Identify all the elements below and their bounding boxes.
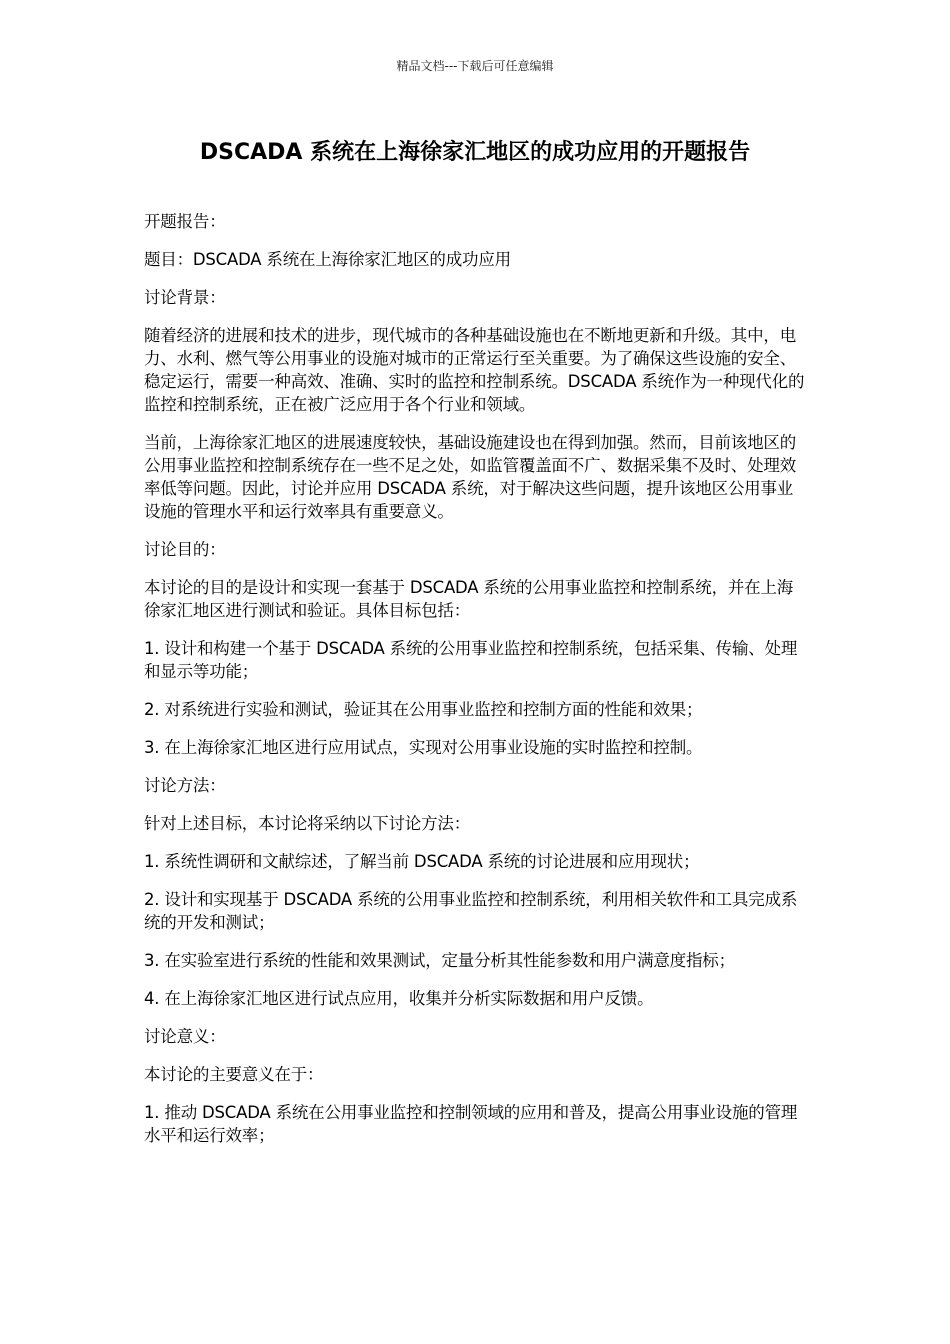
background-paragraph-2: 当前，上海徐家汇地区的进展速度较快，基础设施建设也在得到加强。然而，目前该地区的公用事业监控和控制系统存在一些不足之处，如监管覆盖面不广、数据采集不及时、处理效率低等问题。因此，讨论并应用 DSCADA 系统，对于解决这些问题，提升该地区公用事业设施的管理水平和运行效率具有重要意义。 — [144, 433, 797, 521]
purpose-item-1: 1. 设计和构建一个基于 DSCADA 系统的公用事业监控和控制系统，包括采集、传输、处理和显示等功能； — [144, 639, 798, 681]
purpose-item-3: 3. 在上海徐家汇地区进行应用试点，实现对公用事业设施的实时监控和控制。 — [144, 738, 703, 757]
significance-item-1: 1. 推动 DSCADA 系统在公用事业监控和控制领域的应用和普及，提高公用事业设施的管理水平和运行效率； — [144, 1103, 798, 1145]
method-item-4: 4. 在上海徐家汇地区进行试点应用，收集并分析实际数据和用户反馈。 — [144, 989, 654, 1008]
purpose-item-2: 2. 对系统进行实验和测试，验证其在公用事业监控和控制方面的性能和效果； — [144, 700, 703, 719]
document-title: DSCADA 系统在上海徐家汇地区的成功应用的开题报告 — [199, 140, 751, 165]
section-heading-significance: 讨论意义： — [144, 1027, 226, 1046]
section-heading-method: 讨论方法： — [144, 776, 226, 795]
method-item-3: 3. 在实验室进行系统的性能和效果测试，定量分析其性能参数和用户满意度指标； — [144, 951, 735, 970]
document-body — [144, 210, 808, 1162]
method-item-1: 1. 系统性调研和文献综述，了解当前 DSCADA 系统的讨论进展和应用现状； — [144, 852, 700, 871]
method-intro: 针对上述目标，本讨论将采纳以下讨论方法： — [144, 814, 471, 833]
significance-intro: 本讨论的主要意义在于： — [144, 1065, 324, 1084]
purpose-paragraph: 本讨论的目的是设计和实现一套基于 DSCADA 系统的公用事业监控和控制系统，并在上海徐家汇地区进行测试和验证。具体目标包括： — [144, 578, 794, 620]
section-heading-purpose: 讨论目的： — [144, 540, 226, 559]
section-label-report: 开题报告： — [144, 212, 226, 231]
section-heading-background: 讨论背景： — [144, 288, 226, 307]
background-paragraph-1: 随着经济的进展和技术的进步，现代城市的各种基础设施也在不断地更新和升级。其中，电力、水利、燃气等公用事业的设施对城市的正常运行至关重要。为了确保这些设施的安全、稳定运行，需要一种高效、准确、实时的监控和控制系统。DSCADA 系统作为一种现代化的监控和控制系统，正在被广泛应用于各个行业和领域。 — [144, 326, 805, 414]
method-item-2: 2. 设计和实现基于 DSCADA 系统的公用事业监控和控制系统，利用相关软件和工具完成系统的开发和测试； — [144, 890, 798, 932]
topic-line: 题目：DSCADA 系统在上海徐家汇地区的成功应用 — [144, 250, 511, 269]
header-note: 精品文档---下载后可任意编辑 — [396, 59, 554, 73]
